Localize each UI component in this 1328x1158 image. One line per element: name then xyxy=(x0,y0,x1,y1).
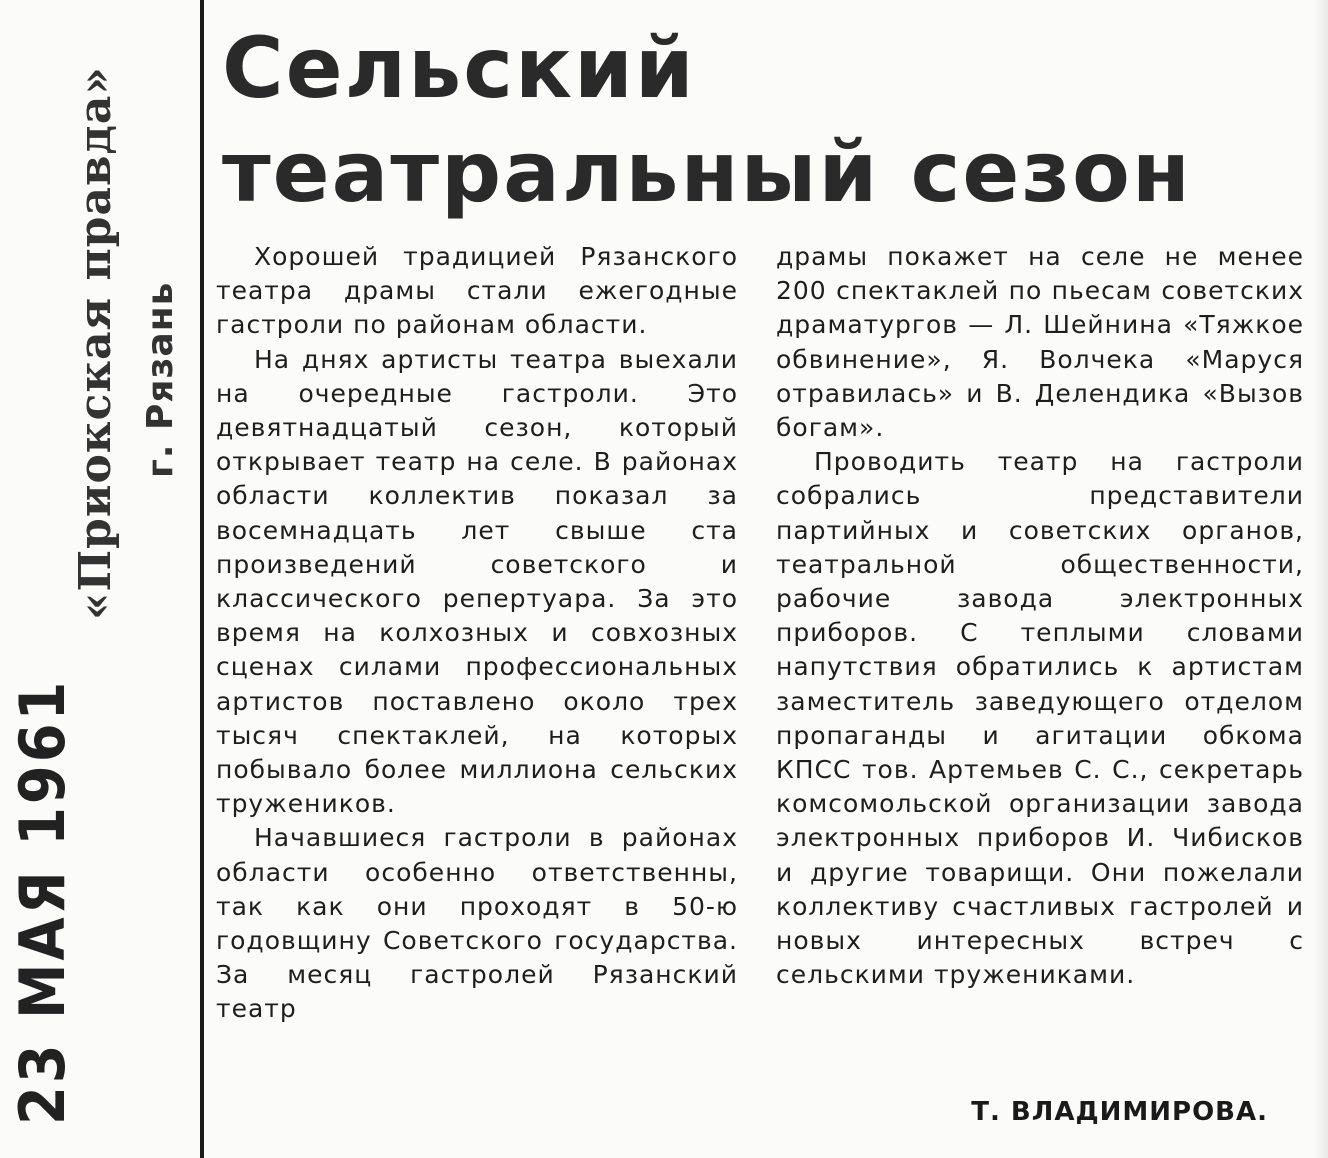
article-headline xyxy=(222,16,1302,224)
article-column-right xyxy=(776,240,1304,992)
article-paragraph: Хорошей традицией Рязанского театра драмы стали ежегодные гастроли по районам области. xyxy=(216,242,738,340)
vertical-divider xyxy=(200,0,204,1158)
stamp-date: 23 МАЯ 1961 xyxy=(6,678,79,1125)
stamp-newspaper-name: «Приокская правда» xyxy=(70,66,121,620)
article-paragraph: Проводить театр на гастроли собрались представители партийных и советских органов, театральной общественности, рабочие завода электронных приборов. С теплыми словами напутствия обратились к артистам заместитель заведующего отделом пропаганды и агитации обкома КПСС тов. Артемьев С. С., секретарь комсомольской организации завода электронных приборов И. Чибисков и другие товарищи. Они пожелали коллективу счастливых гастролей и новых интересных встреч с сельскими тружениками. xyxy=(776,447,1304,990)
stamp-city: г. Рязань xyxy=(140,281,181,478)
headline-line-1: Сельский xyxy=(222,19,696,117)
article-paragraph: На днях артисты театра выехали на очередные гастроли. Это девятнадцатый сезон, который открывает театр на селе. В районах области коллектив показал за восемнадцать лет свыше ста произведений советского и классического репертуара. За это время на колхозных и совхозных сценах силами профессиональных артистов поставлено около трех тысяч спектаклей, на которых побывало более миллиона сельских тружеников. xyxy=(216,344,738,819)
article-byline: Т. ВЛАДИМИРОВА. xyxy=(971,1097,1268,1127)
headline-line-2: театральный сезон xyxy=(222,123,1192,221)
archive-stamp-strip xyxy=(0,0,200,1158)
article-column-left xyxy=(216,240,738,1027)
article-paragraph: драмы покажет на селе не менее 200 спектаклей по пьесам советских драматургов — Л. Шейнина «Тяжкое обвинение», Я. Волчека «Маруся отравилась» и В. Делендика «Вызов богам». xyxy=(776,242,1304,443)
article-paragraph: Начавшиеся гастроли в районах области особенно ответственны, так как они проходят в 50-ю годовщину Советского государства. За месяц гастролей Рязанский театр xyxy=(216,823,738,1024)
paper-edge xyxy=(1314,0,1328,1158)
